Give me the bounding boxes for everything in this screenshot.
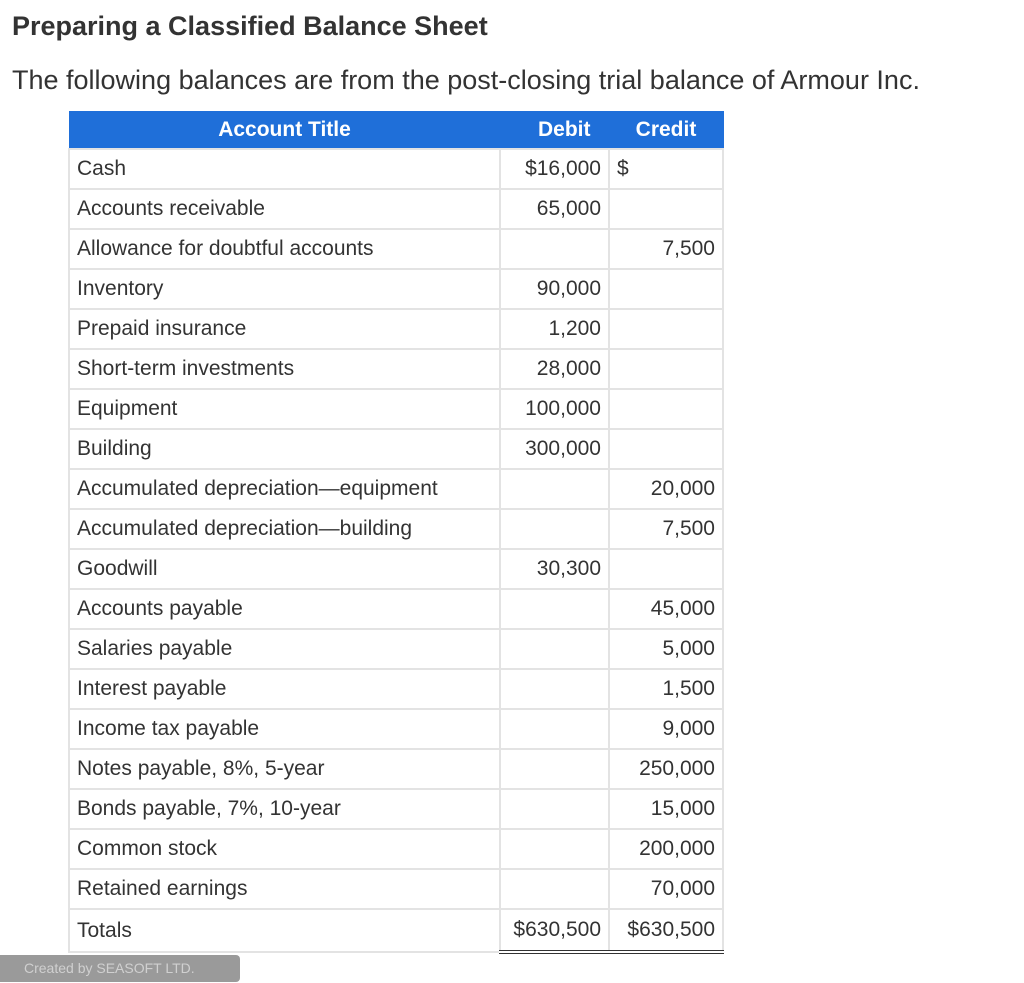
debit-cell bbox=[500, 589, 609, 629]
debit-cell: 100,000 bbox=[500, 389, 609, 429]
credit-cell: 20,000 bbox=[609, 469, 723, 509]
debit-cell bbox=[500, 709, 609, 749]
table-row bbox=[69, 469, 723, 509]
credit-cell: 250,000 bbox=[609, 749, 723, 789]
header-account-title: Account Title bbox=[69, 112, 500, 150]
debit-cell: 28,000 bbox=[500, 349, 609, 389]
account-cell: Building bbox=[69, 429, 500, 469]
debit-cell: 90,000 bbox=[500, 269, 609, 309]
credit-cell bbox=[609, 349, 723, 389]
credit-cell bbox=[609, 549, 723, 589]
account-cell: Inventory bbox=[69, 269, 500, 309]
debit-cell bbox=[500, 869, 609, 909]
debit-cell: 1,200 bbox=[500, 309, 609, 349]
debit-cell: 30,300 bbox=[500, 549, 609, 589]
credit-cell: 9,000 bbox=[609, 709, 723, 749]
credit-cell: 7,500 bbox=[609, 229, 723, 269]
debit-cell bbox=[500, 789, 609, 829]
account-cell: Allowance for doubtful accounts bbox=[69, 229, 500, 269]
account-cell: Accumulated depreciation—equipment bbox=[69, 469, 500, 509]
account-cell: Bonds payable, 7%, 10-year bbox=[69, 789, 500, 829]
header-credit: Credit bbox=[609, 112, 723, 150]
table-row bbox=[69, 709, 723, 749]
header-debit: Debit bbox=[500, 112, 609, 150]
account-cell: Retained earnings bbox=[69, 869, 500, 909]
account-cell: Accounts receivable bbox=[69, 189, 500, 229]
table-row bbox=[69, 869, 723, 909]
account-cell: Accounts payable bbox=[69, 589, 500, 629]
credit-cell bbox=[609, 389, 723, 429]
table-row bbox=[69, 229, 723, 269]
table-row bbox=[69, 269, 723, 309]
account-cell: Goodwill bbox=[69, 549, 500, 589]
trial-balance-table bbox=[68, 111, 724, 954]
table-header-row bbox=[69, 112, 723, 150]
table-row bbox=[69, 149, 723, 189]
table-row bbox=[69, 829, 723, 869]
account-cell: Notes payable, 8%, 5-year bbox=[69, 749, 500, 789]
credit-cell bbox=[609, 309, 723, 349]
table-row bbox=[69, 429, 723, 469]
credit-cell: 1,500 bbox=[609, 669, 723, 709]
totals-credit: $630,500 bbox=[609, 909, 723, 952]
debit-cell bbox=[500, 509, 609, 549]
account-cell: Prepaid insurance bbox=[69, 309, 500, 349]
account-cell: Accumulated depreciation—building bbox=[69, 509, 500, 549]
table-row bbox=[69, 589, 723, 629]
account-cell: Common stock bbox=[69, 829, 500, 869]
table-row bbox=[69, 789, 723, 829]
table-row bbox=[69, 349, 723, 389]
account-cell: Cash bbox=[69, 149, 500, 189]
debit-cell bbox=[500, 469, 609, 509]
account-cell: Salaries payable bbox=[69, 629, 500, 669]
totals-row bbox=[69, 909, 723, 952]
account-cell: Income tax payable bbox=[69, 709, 500, 749]
account-cell: Short-term investments bbox=[69, 349, 500, 389]
table-row bbox=[69, 549, 723, 589]
credit-cell: 5,000 bbox=[609, 629, 723, 669]
credit-cell: 45,000 bbox=[609, 589, 723, 629]
totals-debit: $630,500 bbox=[500, 909, 609, 952]
debit-cell bbox=[500, 629, 609, 669]
account-cell: Interest payable bbox=[69, 669, 500, 709]
watermark: Created by SEASOFT LTD. bbox=[0, 955, 240, 982]
intro-text: The following balances are from the post-closing trial balance of Armour Inc. bbox=[12, 65, 920, 95]
debit-cell bbox=[500, 229, 609, 269]
page-title: Preparing a Classified Balance Sheet bbox=[12, 11, 488, 41]
credit-cell bbox=[609, 189, 723, 229]
table-row bbox=[69, 749, 723, 789]
credit-cell: 200,000 bbox=[609, 829, 723, 869]
debit-cell bbox=[500, 829, 609, 869]
table-row bbox=[69, 629, 723, 669]
table-row bbox=[69, 189, 723, 229]
debit-cell: $16,000 bbox=[500, 149, 609, 189]
debit-cell: 65,000 bbox=[500, 189, 609, 229]
table-row bbox=[69, 669, 723, 709]
credit-cell: 7,500 bbox=[609, 509, 723, 549]
table-row bbox=[69, 389, 723, 429]
credit-cell: $ bbox=[609, 149, 723, 189]
account-cell: Equipment bbox=[69, 389, 500, 429]
credit-cell bbox=[609, 269, 723, 309]
debit-cell bbox=[500, 749, 609, 789]
table-row bbox=[69, 309, 723, 349]
table-row bbox=[69, 509, 723, 549]
debit-cell bbox=[500, 669, 609, 709]
credit-cell bbox=[609, 429, 723, 469]
credit-cell: 15,000 bbox=[609, 789, 723, 829]
credit-cell: 70,000 bbox=[609, 869, 723, 909]
totals-label: Totals bbox=[69, 909, 500, 952]
debit-cell: 300,000 bbox=[500, 429, 609, 469]
